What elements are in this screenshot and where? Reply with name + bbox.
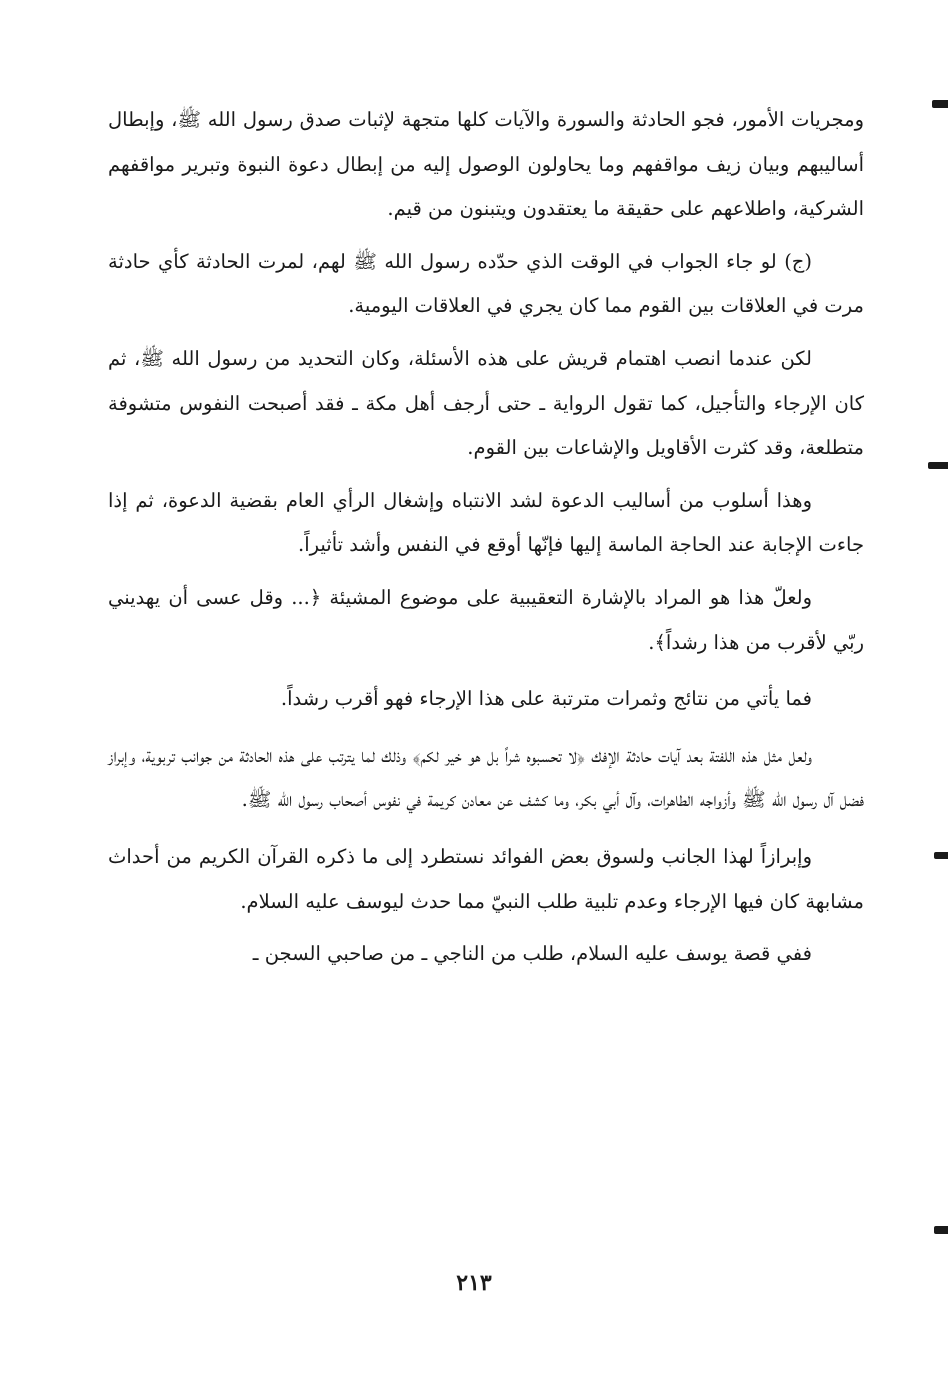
paragraph-6: فما يأتي من نتائج وثمرات مترتبة على هذا الإرجاء فهو أقرب رشداً. <box>280 687 812 711</box>
edge-mark <box>934 852 948 859</box>
paragraph-9: ففي قصة يوسف عليه السلام، طلب من الناجي ـ من صاحبي السجن ـ <box>252 942 812 966</box>
edge-mark <box>928 462 948 469</box>
body-text <box>108 98 864 977</box>
edge-mark <box>934 1226 948 1234</box>
edge-mark <box>932 100 948 108</box>
paragraph-4: وهذا أسلوب من أساليب الدعوة لشد الانتباه وإشغال الرأي العام بقضية الدعوة، ثم إذا جاءت الإجابة عند الحاجة الماسة إليها فإنّها أوقع في النفس وأشد تأثيراً. <box>108 488 864 557</box>
paragraph-5: ولعلّ هذا هو المراد بالإشارة التعقيبية على موضوع المشيئة ﴿... وقل عسى أن يهديني ربّي لأقرب من هذا رشداً﴾. <box>108 585 864 654</box>
paragraph-8: وإبرازاً لهذا الجانب ولسوق بعض الفوائد نستطرد إلى ما ذكره القرآن الكريم من أحداث مشابهة كان فيها الإرجاء وعدم تلبية طلب النبيّ مما حدث ليوسف عليه السلام. <box>108 844 864 913</box>
page-number: ٢١٣ <box>456 1270 492 1296</box>
paragraph-2: (ج) لو جاء الجواب في الوقت الذي حدّده رسول الله ﷺ لهم، لمرت الحادثة كأي حادثة مرت في العلاقات بين القوم مما كان يجري في العلاقات اليومية. <box>108 249 864 318</box>
paragraph-3: لكن عندما انصب اهتمام قريش على هذه الأسئلة، وكان التحديد من رسول الله ﷺ، ثم كان الإرجاء والتأجيل، كما تقول الرواية ـ حتى أرجف أهل مكة ـ فقد أصبحت النفوس متشوفة متطلعة، وقد كثرت الأقاويل والإشاعات بين القوم. <box>108 346 864 460</box>
paragraph-1: ومجريات الأمور، فجو الحادثة والسورة والآيات كلها متجهة لإثبات صدق رسول الله ﷺ، وإبطال أساليبهم وبيان زيف مواقفهم وما يحاولون الوصول إليه من إبطال دعوة النبوة وتبرير مواقفهم الشركية، واطلاعهم على حقيقة ما يعتقدون ويتبنون من قيم. <box>108 108 864 221</box>
paragraph-7: ولعل مثل هذه اللفتة بعد آيات حادثة الإفك ﴿لا تحسبوه شراً بل هو خير لكم﴾ وذلك لما يترتب على هذه الحادثة من جوانب تربوية، وإبراز فضل آل رسول الله ﷺ وأزواجه الطاهرات، وآل أبي بكر، وما كشف عن معادن كريمة في نفوس أصحاب رسول الله ﷺ. <box>108 743 864 812</box>
